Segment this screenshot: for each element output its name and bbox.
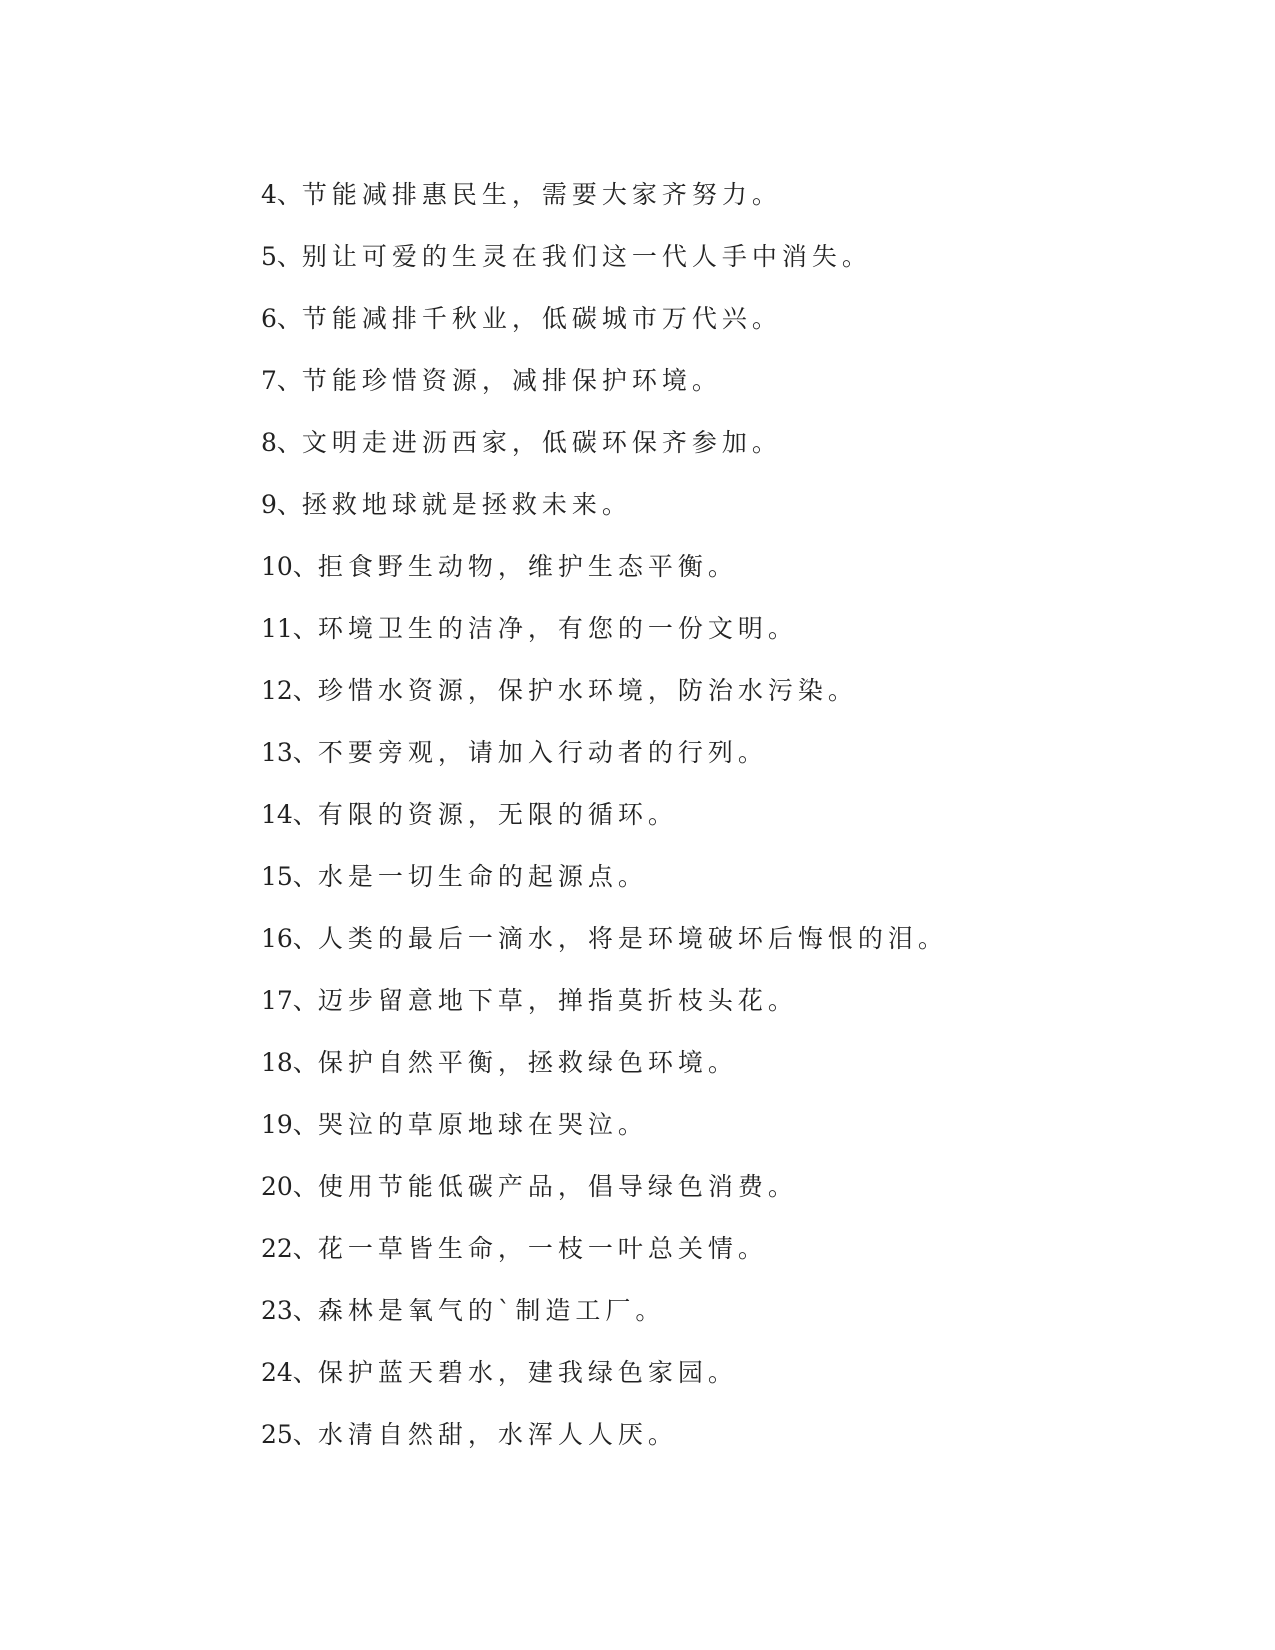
line-text: 保护自然平衡，拯救绿色环境。 — [317, 1048, 738, 1077]
line-number: 25、 — [261, 1420, 318, 1449]
line-text: 拯救地球就是拯救未来。 — [301, 490, 632, 519]
line-text: 花一草皆生命，一枝一叶总关情。 — [317, 1234, 768, 1263]
slogan-line — [261, 1094, 948, 1156]
slogan-line — [261, 908, 948, 970]
line-text: 拒食野生动物，维护生态平衡。 — [317, 552, 738, 581]
slogan-line — [261, 536, 948, 598]
slogan-line — [261, 846, 948, 908]
line-text: 文明走进沥西家，低碳环保齐参加。 — [301, 428, 782, 457]
line-number: 23、 — [261, 1296, 318, 1325]
slogan-line — [261, 1342, 948, 1404]
slogan-line — [261, 350, 948, 412]
line-text: 别让可爱的生灵在我们这一代人手中消失。 — [301, 242, 872, 271]
slogan-line — [261, 1156, 948, 1218]
line-text: 水是一切生命的起源点。 — [317, 862, 648, 891]
line-number: 19、 — [261, 1110, 318, 1139]
line-text: 珍惜水资源，保护水环境，防治水污染。 — [317, 676, 858, 705]
line-number: 18、 — [261, 1048, 318, 1077]
slogan-line — [261, 722, 948, 784]
line-number: 17、 — [261, 986, 318, 1015]
line-text: 有限的资源，无限的循环。 — [317, 800, 678, 829]
slogan-line — [261, 1218, 948, 1280]
slogan-line — [261, 412, 948, 474]
line-text: 使用节能低碳产品，倡导绿色消费。 — [317, 1172, 798, 1201]
line-number: 9、 — [261, 490, 302, 519]
slogan-line — [261, 1280, 948, 1342]
line-number: 11、 — [261, 614, 318, 643]
line-number: 7、 — [261, 366, 302, 395]
line-number: 16、 — [261, 924, 318, 953]
line-number: 12、 — [261, 676, 318, 705]
line-number: 4、 — [261, 180, 302, 209]
slogan-line — [261, 660, 948, 722]
slogan-line — [261, 784, 948, 846]
slogan-line — [261, 226, 948, 288]
slogan-line — [261, 1032, 948, 1094]
line-text: 节能珍惜资源，减排保护环境。 — [301, 366, 722, 395]
slogan-line — [261, 1404, 948, 1466]
line-text: 环境卫生的洁净，有您的一份文明。 — [317, 614, 798, 643]
slogan-line — [261, 288, 948, 350]
line-number: 20、 — [261, 1172, 318, 1201]
line-number: 24、 — [261, 1358, 318, 1387]
line-text: 节能减排千秋业，低碳城市万代兴。 — [301, 304, 782, 333]
line-text: 水清自然甜，水浑人人厌。 — [317, 1420, 678, 1449]
line-number: 8、 — [261, 428, 302, 457]
line-text: 迈步留意地下草，掸指莫折枝头花。 — [317, 986, 798, 1015]
slogan-line — [261, 598, 948, 660]
line-number: 14、 — [261, 800, 318, 829]
line-text: 森林是氧气的`制造工厂。 — [317, 1296, 666, 1325]
line-text: 不要旁观，请加入行动者的行列。 — [317, 738, 768, 767]
slogan-list — [261, 164, 948, 1466]
slogan-line — [261, 474, 948, 536]
line-number: 22、 — [261, 1234, 318, 1263]
slogan-line — [261, 164, 948, 226]
line-text: 保护蓝天碧水，建我绿色家园。 — [317, 1358, 738, 1387]
line-number: 6、 — [261, 304, 302, 333]
line-number: 15、 — [261, 862, 318, 891]
line-number: 5、 — [261, 242, 302, 271]
line-text: 哭泣的草原地球在哭泣。 — [317, 1110, 648, 1139]
line-text: 节能减排惠民生，需要大家齐努力。 — [301, 180, 782, 209]
line-number: 10、 — [261, 552, 318, 581]
line-number: 13、 — [261, 738, 318, 767]
line-text: 人类的最后一滴水，将是环境破坏后悔恨的泪。 — [317, 924, 948, 953]
slogan-line — [261, 970, 948, 1032]
